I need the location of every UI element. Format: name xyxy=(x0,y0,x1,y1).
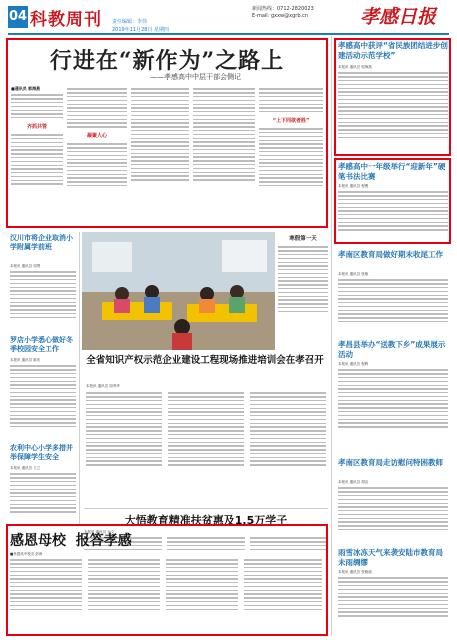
middle-headline-1: 全省知识产权示范企业建设工程现场推进培训会在孝召开 xyxy=(86,355,324,366)
right-article-5-body xyxy=(338,480,448,533)
right-article-4-title: 孝昌县举办“送教下乡”成果展示活动 xyxy=(338,340,446,359)
contact-line-2: E-mail: gxxw@xgrb.cn xyxy=(252,13,309,19)
page-number: 04 xyxy=(8,6,28,28)
right-article-6-byline: 本报讯 通讯员 张雅丽 xyxy=(338,570,372,574)
right-article-1-body xyxy=(338,65,448,140)
photo-illustration xyxy=(82,232,275,350)
bottom-headline: 感恩母校 报答孝感 xyxy=(10,533,132,549)
left-article-2-body xyxy=(10,358,76,430)
left-article-1-title: 汉川市将企业取消小学附属学前班 xyxy=(10,234,73,251)
left-article-1-byline: 本报讯 通讯员 周贤 xyxy=(10,264,41,268)
left-article-1-body xyxy=(10,264,76,321)
divider-1 xyxy=(84,508,328,509)
lead-subhead-1: 齐抓共管 xyxy=(26,123,47,130)
lead-byline: ■通讯员 郭海燕 xyxy=(11,86,41,91)
right-article-4-byline: 本报讯 通讯员 程辉 xyxy=(338,362,369,366)
bottom-article-body xyxy=(10,552,324,634)
lead-title: 行进在“新作为”之路上 xyxy=(49,48,285,74)
left-column-rule xyxy=(79,232,80,524)
right-article-1-title: 孝感高中获评“省民族团结进步创建活动示范学校” xyxy=(338,41,448,60)
contact-line-1: 新闻热线：0712-2820023 xyxy=(252,6,314,12)
right-article-2-body xyxy=(338,184,448,233)
middle-headline-2: 大悟教育精准扶贫惠及1.5万学子 xyxy=(124,514,288,527)
right-article-6-body xyxy=(338,570,448,619)
right-article-3-title: 孝南区教育局做好期末收尾工作 xyxy=(338,250,443,259)
middle-article-1-byline: 本报讯 通讯员 周秀华 xyxy=(86,384,120,388)
right-article-3-byline: 本报讯 通讯员 张敏 xyxy=(338,272,369,276)
left-article-2-byline: 本报讯 通讯员 陈庆 xyxy=(10,358,41,362)
lead-col-1 xyxy=(11,86,63,187)
left-article-3-title: 农利中心小学多措并举保障学生安全 xyxy=(10,444,73,461)
right-article-2-byline: 本报讯 通讯员 程俊 xyxy=(338,184,369,188)
header-rule xyxy=(8,33,449,35)
right-article-6-title: 雨雪冰冻天气来袭安陆市教育局未雨绸缪 xyxy=(338,548,443,567)
date-line: 2019年11月28日 星期四 xyxy=(112,27,170,33)
right-article-5-byline: 本报讯 通讯员 胡洁 xyxy=(338,480,369,484)
right-article-1-byline: 本报讯 通讯员 郭海燕 xyxy=(338,65,372,69)
photo-caption-title: 寒假第一天 xyxy=(289,236,317,242)
left-article-3-body xyxy=(10,466,76,515)
bottom-byline: ■孝感高中校友 彭涛 xyxy=(10,552,43,556)
lead-subhead-2: 凝聚人心 xyxy=(86,132,107,139)
middle-article-2-byline: 本报讯 通讯员 余文 xyxy=(84,530,115,534)
lead-subtitle: ——孝感高中中层干部会侧记 xyxy=(150,73,241,81)
column-title: 科教周刊 xyxy=(30,10,102,30)
header-contact xyxy=(252,6,362,20)
right-article-2-title: 孝感高中一年级举行“迎新年”硬笔书法比赛 xyxy=(338,162,446,181)
right-article-4-body xyxy=(338,362,448,430)
lead-text xyxy=(11,86,325,226)
photo-caption-box xyxy=(278,234,328,350)
lead-subhead-3: “上下同欲者胜” xyxy=(272,117,310,124)
editor-line: 责任编辑：李伟 xyxy=(112,19,148,25)
middle-article-1-body xyxy=(86,384,326,506)
right-column-rule xyxy=(331,36,332,636)
left-article-2-title: 罗店小学悉心做好冬季校园安全工作 xyxy=(10,336,73,353)
right-article-5-title: 孝南区教育局走访慰问特困教师 xyxy=(338,458,443,467)
right-article-3-body xyxy=(338,272,448,325)
masthead-logo: 孝感日报 xyxy=(360,6,437,28)
left-article-3-byline: 本报讯 通讯员 王立 xyxy=(10,466,41,470)
classroom-photo xyxy=(82,232,275,350)
